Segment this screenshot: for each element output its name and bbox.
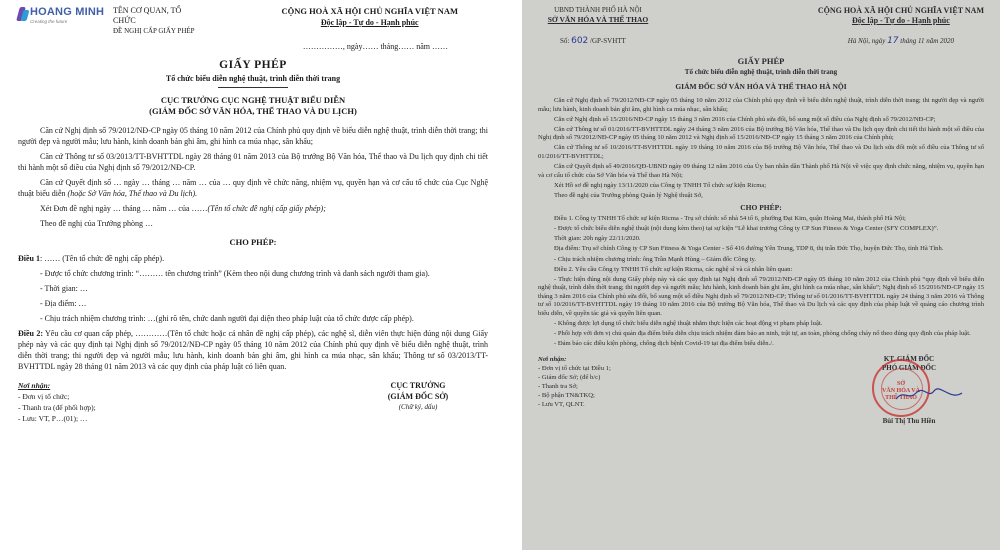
legal-basis <box>18 125 488 229</box>
document-date <box>848 36 984 46</box>
article-1-item: - Được tổ chức biểu diễn nghệ thuật (nội dung kèm theo) tại sự kiện “Lễ khai trương Công ty CP Sun Fitness & Yoga Center (SFY COMPLEX)”. <box>554 225 939 233</box>
title-divider <box>218 87 288 88</box>
handwritten-number: 602 <box>571 36 589 46</box>
date-line: ……………, ngày…… tháng…… năm …… <box>302 42 448 51</box>
document-title: GIẤY PHÉP <box>219 59 287 71</box>
article-1-item: - Chịu trách nhiệm chương trình: ông Trần Mạnh Hùng – Giám đốc Công ty. <box>554 255 757 263</box>
permit-heading: CHO PHÉP: <box>229 237 277 247</box>
national-heading <box>818 6 984 26</box>
logo-tagline: Creating the future <box>30 19 68 24</box>
article-1-item: - Địa điểm: … <box>40 299 87 308</box>
signer-title: PHÓ GIÁM ĐỐC <box>881 363 937 372</box>
basis-note: (Tên tổ chức đề nghị cấp giấy phép); <box>207 204 326 213</box>
recipients-label: Nơi nhận: <box>538 355 567 363</box>
article-1-item: - Được tổ chức chương trình: “……… tên chương trình” (Kèm theo nội dung chương trình và danh sách người tham gia). <box>40 269 430 278</box>
basis-text: Xét Đơn đề nghị ngày … tháng … năm … của …… <box>40 204 208 213</box>
article-2 <box>18 328 488 372</box>
issuing-authority: GIÁM ĐỐC SỞ VĂN HÓA VÀ THỂ THAO HÀ NỘI <box>675 82 847 91</box>
issuing-organization <box>113 6 203 36</box>
org-parent: UBND THÀNH PHỐ HÀ NỘI <box>554 6 642 14</box>
date-suffix: tháng 11 năm 2020 <box>900 37 954 45</box>
nation-name: CỘNG HOÀ XÃ HỘI CHỦ NGHĨA VIỆT NAM <box>281 6 458 16</box>
org-subtitle: ĐỀ NGHỊ CẤP GIẤY PHÉP <box>113 27 195 35</box>
article-1-item: - Thời gian: … <box>40 284 88 293</box>
seal-line: THỂ THAO <box>885 394 917 401</box>
basis-paragraph: Căn cứ Nghị định số 79/2012/NĐ-CP ngày 05 tháng 10 năm 2012 của Chính phủ quy định về biểu diễn nghệ thuật, trình diễn thời trang; thi người đẹp và người mẫu; lưu hành, kinh doanh bản ghi âm, ghi hình ca múa nhạc, sân khấu; <box>538 97 984 113</box>
seal-line: VĂN HÓA VÀ <box>882 387 920 394</box>
article-1-item: Địa điểm: Trụ sở chính Công ty CP Sun Fitness & Yoga Center - Số 416 đường Yên Trung, TDP 8, thị trấn Đức Thọ, huyện Đức Thọ, tỉnh Hà Tĩnh. <box>554 245 944 253</box>
article-label: Điều 1 <box>18 254 40 263</box>
signature-block <box>348 380 488 424</box>
basis-note: (hoặc Sở Văn hóa, Thể thao và Du lịch). <box>67 189 198 198</box>
handwritten-day: 17 <box>887 36 899 46</box>
article-text: : …… (Tên tổ chức đề nghị cấp phép). <box>40 254 165 263</box>
recipient-item: - Lưu VT, QLNT. <box>538 400 585 408</box>
basis-paragraph: Căn cứ Thông tư số 10/2016/TT-BVHTTDL ngày 19 tháng 10 năm 2016 của Bộ trưởng Bộ Văn hóa, Thể thao và Du lịch sửa đổi một số điều của Thông tư số 01/2016/TT-BVHTTDL; <box>538 144 984 161</box>
article-label: Điều 2: <box>18 329 43 338</box>
authority-line-2: (GIÁM ĐỐC SỞ VĂN HÓA, THỂ THAO VÀ DU LỊCH) <box>149 106 357 116</box>
recipients <box>538 355 611 426</box>
logo <box>18 6 113 36</box>
basis-text: Căn cứ Quyết định số … ngày … tháng … năm … của … quy định về chức năng, nhiệm vụ, quyền hạn và cơ cấu tổ chức của Cục Nghệ thuật biểu diễn <box>18 178 488 198</box>
basis-paragraph: Theo đề nghị của Trưởng phòng Quản lý Nghệ thuật Sở, <box>554 191 703 199</box>
basis-paragraph <box>18 203 488 214</box>
issuing-organization <box>538 6 658 25</box>
signer-title: CỤC TRƯỞNG <box>390 381 446 390</box>
basis-paragraph: Theo đề nghị của Trưởng phòng … <box>40 219 154 228</box>
signer-name: Bùi Thị Thu Hiền <box>882 416 936 425</box>
document-header <box>18 6 488 36</box>
basis-paragraph <box>18 177 488 199</box>
recipient-item: - Lưu: VT, P…(01); … <box>18 414 88 423</box>
basis-paragraph: Xét Hồ sơ đề nghị ngày 13/11/2020 của Công ty TNHH Tổ chức sự kiện Ricma; <box>554 181 767 189</box>
national-heading <box>281 6 458 36</box>
basis-paragraph: Căn cứ Nghị định số 15/2016/NĐ-CP ngày 15 tháng 3 năm 2016 của Chính phủ sửa đổi, bổ sung một số điều của Nghị định số 79/2012/NĐ-CP; <box>554 115 936 123</box>
motto: Độc lập - Tự do - Hạnh phúc <box>320 18 419 27</box>
recipients <box>18 380 96 424</box>
recipients-label: Nơi nhận: <box>18 381 51 390</box>
nation-name: CỘNG HOÀ XÃ HỘI CHỦ NGHĨA VIỆT NAM <box>817 6 984 15</box>
header-left <box>18 6 203 36</box>
signer-title-alt: (GIÁM ĐỐC SỞ) <box>387 392 449 401</box>
article-2-item: - Đảm bảo các điều kiện phòng, chống dịch bệnh Covid-19 tại địa điểm biểu diễn./. <box>554 340 774 348</box>
handwritten-signature-icon <box>894 387 964 403</box>
article-2-item: - Phối hợp với đơn vị chủ quản địa điểm biểu diễn chịu trách nhiệm đảm bảo an ninh, trật tự, an toàn, phòng chống cháy nổ theo đúng quy định của pháp luật. <box>554 330 971 338</box>
article-1-item: Thời gian: 20h ngày 22/11/2020. <box>554 235 641 243</box>
org-name: SỞ VĂN HÓA VÀ THỂ THAO <box>547 15 649 24</box>
article-2-item: - Thực hiện đúng nội dung Giấy phép này và các quy định tại Nghị định số 79/2012/NĐ-CP ngày 05 tháng 10 năm 2012 của Chính phủ “quy định về biểu diễn nghệ thuật, trình diễn thời trang; thi người đẹp và người mẫu; lưu hành, kinh doanh bản ghi âm, ghi hình ca múa nhạc, sân khấu”; Nghị định số 15/2016/NĐ-CP ngày 15 tháng 3 năm 2016 của Chính phủ sửa đổi, bổ sung một số điều Nghị định số 79/2012/NĐ-CP; Thông tư số 01/2016/TT-BVHTTDL ngày 24 tháng 3 năm 2016 và Thông tư số 10/2016/TT-BVHTTDL ngày 19 tháng 10 năm 2016 của Bộ trưởng Bộ Văn hóa, Thể thao và Du lịch và các quy định của pháp luật về quảng cáo chương trình biểu diễn, về quyền tác giả và quyền liên quan. <box>538 275 984 318</box>
recipient-item: - Thanh tra Sở; <box>538 382 578 390</box>
document-subtitle: Tổ chức biểu diễn nghệ thuật, trình diễn thời trang <box>684 68 838 76</box>
logo-mark-icon <box>18 7 28 21</box>
basis-paragraph: Căn cứ Quyết định số 49/2016/QĐ-UBND ngày 09 tháng 12 năm 2016 của Ủy ban nhân dân Thành phố Hà Nội về việc quy định chức năng, nhiệm vụ, quyền hạn và cơ cấu tổ chức của Sở Văn hóa và Thể thao Hà Nội; <box>538 163 984 179</box>
article-2-item: - Không được lợi dụng tổ chức biểu diễn nghệ thuật nhằm thực hiện các hoạt động vi phạm pháp luật. <box>554 320 823 328</box>
motto: Độc lập - Tự do - Hạnh phúc <box>852 16 950 25</box>
document-body <box>538 97 984 349</box>
org-name: TÊN CƠ QUAN, TỔ CHỨC <box>113 6 182 25</box>
article-1-item: - Chịu trách nhiệm chương trình: …(ghi rõ tên, chức danh người đại diện theo pháp luật của tổ chức được cấp phép). <box>40 314 414 323</box>
document-title: GIẤY PHÉP <box>737 56 785 66</box>
article-2: Điều 2. Yêu cầu Công ty TNHH Tổ chức sự kiện Ricma, các nghệ sĩ và cá nhân liên quan: <box>554 265 793 273</box>
basis-paragraph: Căn cứ Thông tư số 01/2016/TT-BVHTTDL ngày 24 tháng 3 năm 2016 của Bộ trưởng Bộ Văn hóa, Thể thao và Du lịch quy định chi tiết thi hành một số điều của Nghị định số 79/2012/NĐ-CP ngày 05 tháng 10 năm 2012 và Nghị định số 15/2016/NĐ-CP ngày 15 tháng 3 năm 2016 của Chính phủ; <box>538 125 984 142</box>
date-prefix: Hà Nội, ngày <box>847 37 886 45</box>
signature-block <box>834 355 984 426</box>
article-text: Yêu cầu cơ quan cấp phép, …………(Tên tổ chức hoặc cá nhân đề nghị cấp phép), các nghệ sĩ, diễn viên thực hiện đúng nội dung Giấy phép này và các quy định tại Nghị định số 79/2012/NĐ-CP ngày 05 tháng 10 năm 2012 của Chính phủ quy định về biểu diễn nghệ thuật, trình diễn thời trang; thi người đẹp và người mẫu; lưu hành, kinh doanh bản ghi âm, ghi hình ca múa nhạc, sân khấu; Thông tư số 03/2013/TT-BVHTTDL ngày 28 tháng 01 năm 2013 và các quy định của pháp luật có liên quan. <box>18 329 488 371</box>
document-footer <box>538 355 984 426</box>
recipient-item: - Giám đốc Sở; (để b/c) <box>538 373 601 381</box>
article-1 <box>18 253 488 264</box>
recipient-item: - Đơn vị tổ chức tại Điều 1; <box>538 364 611 372</box>
number-date-row <box>538 36 984 46</box>
issued-permit-scan <box>522 0 1000 550</box>
document-footer <box>18 380 488 424</box>
article-1: Điều 1. Công ty TNHH Tổ chức sự kiện Ricma - Trụ sở chính: số nhà 54 tổ 6, phường Đại Kim, quận Hoàng Mai, thành phố Hà Nội; <box>554 215 906 223</box>
recipient-item: - Thanh tra (để phối hợp); <box>18 403 96 412</box>
basis-paragraph: Căn cứ Thông tư số 03/2013/TT-BVHTTDL ngày 28 tháng 01 năm 2013 của Bộ trưởng Bộ Văn hóa, Thể thao và Du lịch quy định chi tiết thi hành một số điều của Nghị định số 79/2012/NĐ-CP. <box>18 152 488 172</box>
number-suffix: /GP-SVHTT <box>590 37 626 45</box>
recipient-item: - Bộ phận TN&TKQ; <box>538 391 595 399</box>
basis-paragraph: Căn cứ Nghị định số 79/2012/NĐ-CP ngày 05 tháng 10 năm 2012 của Chính phủ quy định về biểu diễn nghệ thuật, trình diễn thời trang; thi người đẹp và người mẫu; lưu hành, kinh doanh bản ghi âm, ghi hình ca múa nhạc, sân khấu; <box>18 126 488 146</box>
issuing-authority <box>18 95 488 117</box>
logo-name: HOANG MINH <box>30 6 105 18</box>
number-prefix: Số: <box>560 37 570 45</box>
document-subtitle: Tổ chức biểu diễn nghệ thuật, trình diễn thời trang <box>165 74 341 83</box>
document-number <box>538 36 626 46</box>
permit-heading: CHO PHÉP: <box>740 202 782 212</box>
signature-note: (Chữ ký, dấu) <box>398 403 438 411</box>
signer-role: KT. GIÁM ĐỐC <box>883 354 935 363</box>
authority-line-1: CỤC TRƯỞNG CỤC NGHỆ THUẬT BIỂU DIỄN <box>160 95 346 105</box>
seal-line: SỞ <box>896 380 905 387</box>
document-header <box>538 6 984 26</box>
recipient-item: - Đơn vị tổ chức; <box>18 392 70 401</box>
